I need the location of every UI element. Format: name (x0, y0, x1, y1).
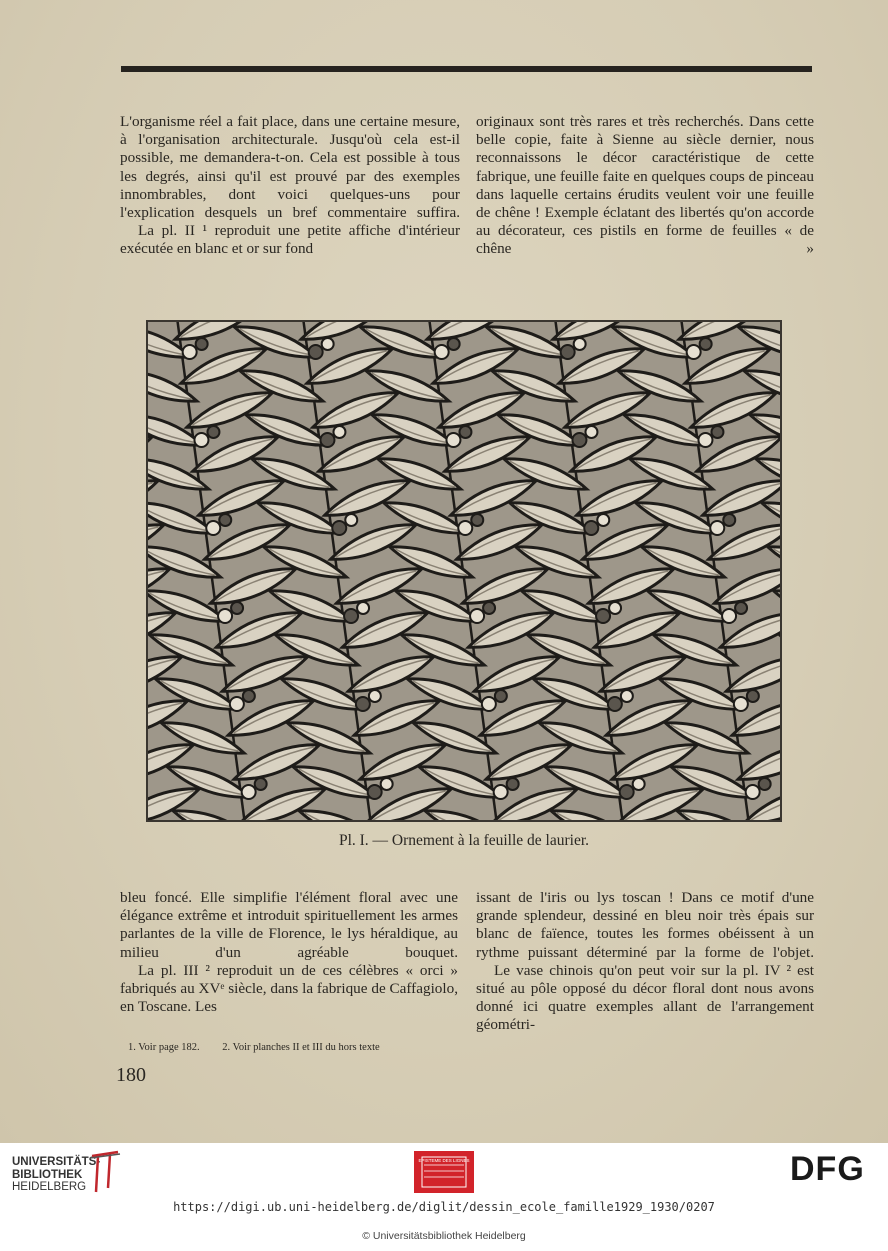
laurel-berry (332, 521, 346, 535)
laurel-berry (322, 338, 334, 350)
column-top-left (120, 113, 460, 259)
laurel-berry (608, 697, 622, 711)
column-top-right (476, 113, 814, 259)
laurel-berry (356, 697, 370, 711)
laurel-berry (309, 345, 323, 359)
laurel-berry (207, 426, 219, 438)
laurel-berry (620, 785, 634, 799)
laurel-berry (194, 433, 208, 447)
copyright-notice: © Universitätsbibliothek Heidelberg (362, 1230, 526, 1242)
plate-caption: Pl. I. — Ornement à la feuille de laurier. (338, 832, 590, 849)
laurel-berry (494, 785, 508, 799)
paragraph: bleu foncé. Elle simplifie l'élément floral avec une élégance extrême et introduit spirituellement les armes parlantes de la ville de Florence, le lys héraldique, au milieu d'un agréable bouquet. (120, 889, 458, 961)
laurel-berry (735, 602, 747, 614)
laurel-berry (698, 433, 712, 447)
column-bottom-left (120, 889, 458, 1016)
laurel-berry (584, 521, 598, 535)
page-number: 180 (116, 1064, 146, 1086)
paragraph: originaux sont très rares et très recherchés. Dans cette belle copie, faite à Sienne au siècle dernier, nous reconnaissons le décor caractéristique de cette fabrique, une feuille faite en quelques coups de pinceau dans laquelle certains érudits veulent voir une feuille de chêne ! Exemple éclatant des libertés qu'on accorde au décorateur, ces pistils en forme de feuilles « de chêne » (476, 113, 814, 258)
laurel-berry (585, 426, 597, 438)
laurel-berry (471, 514, 483, 526)
laurel-berry (446, 433, 460, 447)
project-logo-icon (414, 1151, 474, 1193)
library-logo[interactable] (12, 1156, 100, 1194)
laurel-berry (621, 690, 633, 702)
laurel-berry (218, 609, 232, 623)
laurel-berry (368, 785, 382, 799)
column-bottom-right (476, 889, 814, 1035)
laurel-berry (633, 778, 645, 790)
laurel-berry (435, 345, 449, 359)
footnote: 2. Voir planches II et III du hors texte (222, 1042, 380, 1053)
laurel-berry (243, 690, 255, 702)
laurel-berry (357, 602, 369, 614)
laurel-berry (206, 521, 220, 535)
laurel-berry (572, 433, 586, 447)
laurel-berry (596, 609, 610, 623)
laurel-berry (459, 426, 471, 438)
library-name-line: UNIVERSITÄTS- (12, 1156, 101, 1168)
laurel-berry (458, 521, 472, 535)
laurel-berry (369, 690, 381, 702)
laurel-berry (231, 602, 243, 614)
library-name-line: BIBLIOTHEK (12, 1168, 83, 1181)
laurel-berry (574, 338, 586, 350)
laurel-berry (609, 602, 621, 614)
footnote: 1. Voir page 182. (128, 1042, 200, 1053)
paragraph: La pl. III ² reproduit un de ces célèbres « orci » fabriqués au XVᵉ siècle, dans la fabrique de Caffagiolo, en Toscane. Les (120, 961, 458, 1016)
laurel-berry (561, 345, 575, 359)
laurel-berry (597, 514, 609, 526)
paragraph: issant de l'iris ou lys toscan ! Dans ce motif d'une grande splendeur, dessiné en bleu noir très épais sur blanc de faïence, toutes les formes obéissent à un rythme puissant déterminé par la forme de l'objet. (476, 889, 814, 961)
paragraph: La pl. II ¹ reproduit une petite affiche d'intérieur exécutée en blanc et or sur fond (120, 222, 460, 258)
header-rule (121, 66, 812, 72)
laurel-berry (345, 514, 357, 526)
laurel-berry (711, 426, 723, 438)
library-name-line: HEIDELBERG (12, 1181, 87, 1193)
laurel-berry (196, 338, 208, 350)
laurel-berry (381, 778, 393, 790)
laurel-berry (448, 338, 460, 350)
laurel-berry (219, 514, 231, 526)
laurel-berry (747, 690, 759, 702)
permalink-url[interactable]: https://digi.ub.uni-heidelberg.de/diglit/dessin_ecole_famille1929_1930/0207 (173, 1200, 715, 1214)
footnotes (128, 1042, 468, 1053)
laurel-berry (687, 345, 701, 359)
laurel-berry (344, 609, 358, 623)
laurel-berry (483, 602, 495, 614)
laurel-berry (495, 690, 507, 702)
laurel-berry (320, 433, 334, 447)
laurel-berry (183, 345, 197, 359)
laurel-berry (722, 609, 736, 623)
project-logo[interactable] (414, 1151, 474, 1193)
laurel-berry (507, 778, 519, 790)
project-logo-text: EPISTEME DES LIGNES (418, 1158, 470, 1163)
laurel-berry (710, 521, 724, 535)
laurel-berry (230, 697, 244, 711)
paragraph: L'organisme réel a fait place, dans une certaine mesure, à l'organisation architecturale. Jusqu'où cela est-il possible, me demandera-t-on. Cela est possible à tous les degrés, ainsi qu'il est prouvé par des exemples innombrables, dont voici quelques-uns pour l'explication desquels un bref commentaire suffira. (120, 113, 460, 222)
laurel-berry (482, 697, 496, 711)
laurel-berry (759, 778, 771, 790)
laurel-berry (723, 514, 735, 526)
laurel-berry (470, 609, 484, 623)
laurel-berry (255, 778, 267, 790)
paragraph: Le vase chinois qu'on peut voir sur la pl. IV ² est situé au pôle opposé du décor floral dont nous avons donné ici quatre exemples allant de l'arrangement géométri- (476, 961, 814, 1034)
dfg-logo[interactable]: DFG (790, 1150, 865, 1188)
plate-illustration (146, 320, 782, 822)
laurel-ornament-image (146, 320, 782, 822)
laurel-berry (700, 338, 712, 350)
library-emblem-icon (88, 1148, 124, 1196)
laurel-berry (242, 785, 256, 799)
laurel-berry (746, 785, 760, 799)
laurel-berry (333, 426, 345, 438)
laurel-berry (734, 697, 748, 711)
